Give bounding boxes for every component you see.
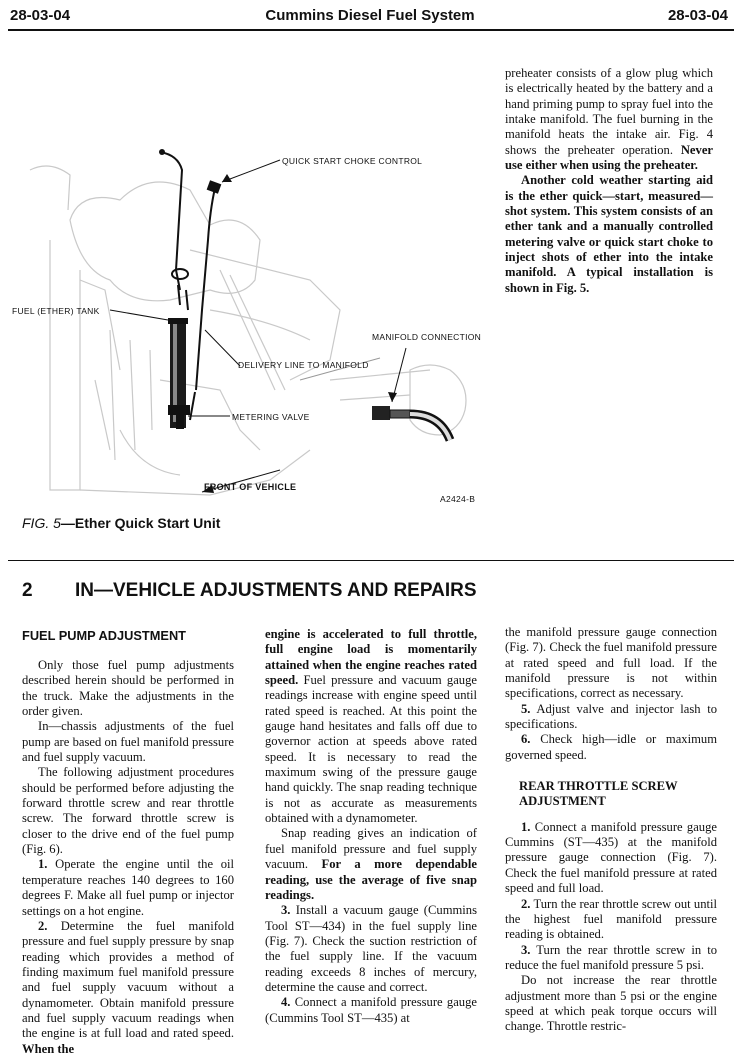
- paragraph: the manifold pressure gauge connection (Fig. 7). Check the fuel manifold pressure at rated speed and full load. If the manifold pressure is not within specifications, correct as necessary.: [505, 625, 717, 701]
- bold-text: engine is accelerated to full throttle, full engine load is momentarily attained when the engine reaches rated speed.: [265, 627, 477, 688]
- step-text: Check high—idle or maximum governed speed.: [505, 732, 717, 762]
- column-1: [22, 658, 234, 1057]
- rear-throttle-heading: REAR THROTTLE SCREW ADJUSTMENT: [519, 779, 678, 809]
- step-number: 1.: [38, 857, 48, 872]
- callout-fuel-tank: FUEL (ETHER) TANK: [12, 306, 100, 316]
- step-text: Turn the rear throttle screw in to reduce the fuel manifold pressure 5 psi.: [505, 942, 717, 972]
- header-rule: [8, 29, 734, 31]
- callout-quick-start-choke: QUICK START CHOKE CONTROL: [282, 156, 423, 166]
- paragraph: In—chassis adjustments of the fuel pump are based on fuel manifold pressure and fuel supply vacuum.: [22, 719, 234, 765]
- paragraph: The following adjustment procedures should be performed before adjusting the forward throttle screw and rear throttle screw. The forward throttle screw is closer to the drive end of the fuel pump (Fig. 6).: [22, 765, 234, 857]
- step-text: Adjust valve and injector lash to specifications.: [505, 701, 717, 732]
- ether-aid-paragraph: Another cold weather starting aid is the ether quick—start, measured—shot system. This system consists of an ether tank and a manually controlled metering valve or quick start choke to inject shots of ether into the intake manifold. A typical installation is shown in Fig. 5.: [505, 173, 713, 295]
- step-number: 6.: [521, 732, 531, 747]
- preheater-warning: Never use either when using the preheater.: [505, 142, 713, 173]
- step-number: 4.: [281, 995, 291, 1010]
- page-title: Cummins Diesel Fuel System: [265, 7, 475, 24]
- figure-caption-text: —Ether Quick Start Unit: [60, 515, 221, 531]
- step-number: 3.: [521, 942, 531, 957]
- step-text: Connect a manifold pressure gauge Cummins (ST—435) at the manifold pressure gauge connection (Fig. 7). Check the fuel manifold pressure at rated speed and full load.: [505, 819, 717, 896]
- page-number-left: 28-03-04: [10, 7, 71, 24]
- paragraph: Only those fuel pump adjustments described herein should be performed in the truck. Make the adjustments in the order given.: [22, 658, 234, 719]
- step-text: Install a vacuum gauge (Cummins Tool ST—434) in the fuel supply line (Fig. 7). Check the suction restriction of the fuel supply line. If the vacuum reading exceeds 8 inches of mercury, determine the cause and correct.: [265, 903, 477, 994]
- figure-caption: [22, 515, 220, 531]
- preheater-paragraph: preheater consists of a glow plug which is electrically heated by the battery and a hand priming pump to spray fuel into the intake manifold. The fuel burning in the manifold heats the intake air. Fig. 4 shows the preheater operation.: [505, 66, 713, 157]
- step-bold-text: When the: [22, 1041, 75, 1056]
- preheater-text: [505, 66, 713, 296]
- step-text: Determine the fuel manifold pressure and fuel supply pressure by snap reading which provides a method of finding maximum fuel manifold pressure and fuel supply vacuum without a dynamometer. Obtain manifold pressure and fuel supply vacuum readings when the engine is at full load and rated speed.: [22, 918, 234, 1041]
- section-title: IN—VEHICLE ADJUSTMENTS AND REPAIRS: [75, 580, 477, 601]
- paragraph: Fuel pressure and vacuum gauge readings increase with engine speed until rated speed is reached. At this point the gauge hand hesitates and falls off due to governor action at speeds above rated speed. It is necessary to read the maximum swing of the pressure gauge hand quickly. The snap reading technique is not as accurate as measurements obtained with a dynamometer.: [265, 673, 477, 826]
- callout-delivery-line: DELIVERY LINE TO MANIFOLD: [238, 360, 369, 370]
- page-number-right: 28-03-04: [667, 7, 728, 24]
- column-3: [505, 625, 717, 1035]
- engine-illustration: [10, 130, 500, 520]
- section-rule: [8, 560, 734, 561]
- step-text: Turn the rear throttle screw out until the highest fuel manifold pressure reading is obtained.: [505, 896, 717, 942]
- step-number: 5.: [521, 701, 531, 716]
- callout-metering-valve: METERING VALVE: [232, 412, 310, 422]
- paragraph: Do not increase the rear throttle adjustment more than 5 psi or the engine speed at which peak torque occurs will change. Throttle restric-: [505, 973, 717, 1034]
- step-number: 2.: [521, 896, 531, 911]
- step-number: 2.: [38, 918, 48, 933]
- callout-manifold-connection: MANIFOLD CONNECTION: [372, 332, 482, 342]
- step-number: 3.: [281, 903, 291, 918]
- ether-quick-start-figure: [10, 130, 500, 520]
- step-text: Operate the engine until the oil temperature reaches 140 degrees to 160 degrees F. Make all fuel pump or injector settings on a hot engine.: [22, 857, 234, 918]
- figure-caption-number: FIG. 5: [22, 515, 61, 531]
- step-number: 1.: [521, 819, 531, 834]
- step-text: Connect a manifold pressure gauge (Cummins Tool ST—435) at: [265, 995, 477, 1025]
- fuel-pump-heading: FUEL PUMP ADJUSTMENT: [22, 628, 187, 643]
- section-number: 2: [22, 580, 33, 601]
- callout-front-of-vehicle: FRONT OF VEHICLE: [204, 482, 297, 492]
- paragraph: Snap reading gives an indication of fuel manifold pressure and fuel supply vacuum.: [265, 826, 477, 872]
- column-2: [265, 627, 477, 1026]
- figure-code: A2424-B: [440, 494, 476, 504]
- bold-text: For a more dependable reading, use the average of five snap readings.: [265, 857, 477, 902]
